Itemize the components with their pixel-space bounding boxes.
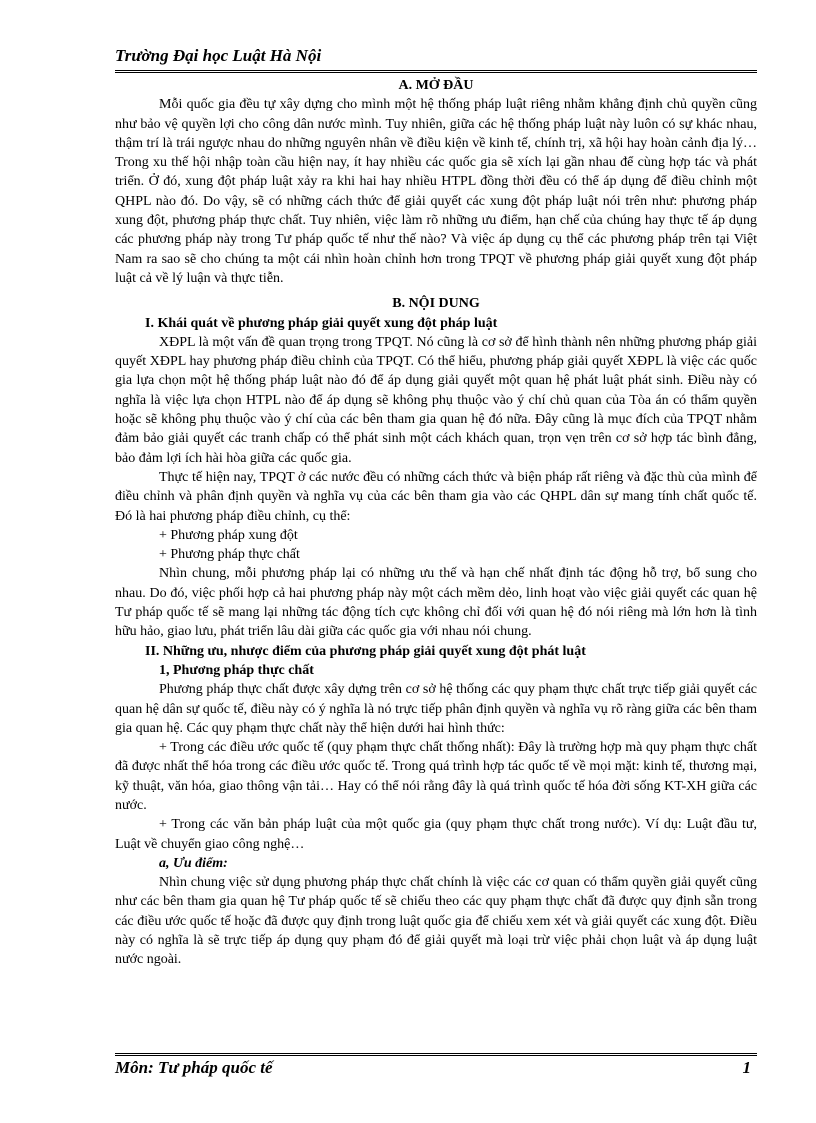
section-b-ii-1-paragraph-1: Phương pháp thực chất được xây dựng trên cơ sở hệ thống các quy phạm thực chất trực tiếp giải quyết các quan hệ dân sự quốc tế, điều này có ý nghĩa là nó trực tiếp phân định quyền và nghĩa vụ rõ ràng giữa các bên tham gia quan hệ. Các quy phạm thực chất này thể hiện dưới hai hình thức: bbox=[115, 682, 757, 736]
section-b-i-paragraph-3: Nhìn chung, mỗi phương pháp lại có những ưu thế và hạn chế nhất định tác động hỗ trợ, bổ sung cho nhau. Do đó, việc phối hợp cả hai phương pháp này một cách mềm dẻo, linh hoạt vào việc giải quyết các quan hệ Tư pháp quốc tế sẽ mang lại những tác động tích cực không chỉ đối với quan hệ đó nói riêng mà lớn hơn là tình hữu hảo, giao lưu, phát triển lâu dài giữa các quốc gia với nhau nói chung. bbox=[115, 566, 757, 640]
section-b-i-paragraph-1: XĐPL là một vấn đề quan trọng trong TPQT. Nó cũng là cơ sở để hình thành nên những phương pháp giải quyết XĐPL hay phương pháp điều chỉnh của TPQT. Có thể hiểu, phương pháp giải quyết XĐPL là việc các quốc gia lựa chọn một hệ thống pháp luật nào đó để áp dụng giải quyết một quan hệ phát luật phát sinh. Điều này có nghĩa là việc lựa chọn HTPL nào để áp dụng sẽ không phụ thuộc vào ý chí chủ quan của Tòa án có thẩm quyền hoặc sẽ không phụ thuộc vào ý chí của các bên tham gia quan hệ đó nữa. Đây cũng là mục đích của TPQT nhằm đảm bảo giải quyết các tranh chấp có thể phát sinh một cách khách quan, trọn vẹn trên cơ sở hợp tác bình đẳng, bảo đảm lợi ích hài hòa giữa các quốc gia. bbox=[115, 334, 757, 466]
section-advantages-title: a, Ưu điểm: bbox=[159, 855, 228, 871]
page-number: 1 bbox=[742, 1058, 751, 1077]
page-header bbox=[115, 45, 757, 67]
section-b-ii-1-title: 1, Phương pháp thực chất bbox=[159, 662, 314, 678]
section-b-title: B. NỘI DUNG bbox=[392, 296, 480, 312]
document-body bbox=[115, 76, 757, 970]
section-a-title: A. MỞ ĐẦU bbox=[398, 78, 474, 93]
section-b-i-paragraph-2: Thực tế hiện nay, TPQT ở các nước đều có những cách thức và biện pháp rất riêng và đặc thù của mình để điều chỉnh và phân định quyền và nghĩa vụ của các bên tham gia vào các QHPL dân sự mang tính chất quốc tế. Đó là hai phương pháp điều chỉnh, cụ thể: bbox=[115, 469, 757, 524]
subject-name: Môn: Tư pháp quốc tế bbox=[115, 1058, 273, 1077]
bullet-substantive-method: + Phương pháp thực chất bbox=[159, 547, 300, 563]
section-b-ii-title: II. Những ưu, nhược điểm của phương pháp giải quyết xung đột phát luật bbox=[145, 643, 586, 659]
page-footer bbox=[115, 1057, 757, 1079]
section-advantages-paragraph: Nhìn chung việc sử dụng phương pháp thực chất chính là việc các cơ quan có thẩm quyền giải quyết cũng như các bên tham gia quan hệ Tư pháp quốc tế sẽ chiếu theo các quy phạm thực chất đã được quy định sẵn trong các điều ước quốc tế hoặc đã được quy định trong luật quốc gia để chiếu xem xét và giải quyết các xung đột. Điều này có nghĩa là sẽ trực tiếp áp dụng quy phạm đó để giải quyết mà loại trừ việc phải chọn luật và áp dụng luật nước ngoài. bbox=[115, 875, 757, 968]
school-name: Trường Đại học Luật Hà Nội bbox=[115, 46, 322, 65]
section-b-i-title: I. Khái quát về phương pháp giải quyết xung đột pháp luật bbox=[145, 315, 498, 331]
section-b-ii-1-paragraph-3: + Trong các văn bản pháp luật của một quốc gia (quy phạm thực chất trong nước). Ví dụ: Luật đầu tư, Luật về chuyển giao công nghệ… bbox=[115, 817, 757, 852]
bullet-conflict-method: + Phương pháp xung đột bbox=[159, 527, 298, 543]
section-a-paragraph: Mỗi quốc gia đều tự xây dựng cho mình một hệ thống pháp luật riêng nhằm khẳng định chủ quyền cũng như bảo vệ quyền lợi cho công dân nước mình. Tuy nhiên, giữa các hệ thống pháp luật này luôn có sự khác nhau, thậm trí là trái ngược nhau do những nguyên nhân về điều kiện về kinh tế, chính trị, xã hội hay hoàn cảnh địa lý… Trong xu thế hội nhập toàn cầu hiện nay, ít hay nhiều các quốc gia sẽ xích lại gần nhau để cùng hợp tác và phát triển. Ở đó, xung đột pháp luật xảy ra khi hai hay nhiều HTPL đồng thời đều có thể áp dụng để điều chỉnh một QHPL nào đó. Do vậy, sẽ có những cách thức để giải quyết các xung đột pháp luật nói trên như: phương pháp xung đột, phương pháp thực chất. Tuy nhiên, việc làm rõ những ưu điểm, hạn chế của chúng hay thực tế áp dụng các phương pháp này trong Tư pháp quốc tế như thế nào? Và việc áp dụng cụ thể các phương pháp trên tại Việt Nam ra sao sẽ cho chúng ta một cái nhìn hoàn chỉnh hơn trong TPQT về phương pháp giải quyết xung đột pháp luật cả về lý luận và thực tiễn. bbox=[115, 97, 757, 286]
section-b-ii-1-paragraph-2: + Trong các điều ước quốc tế (quy phạm thực chất thống nhất): Đây là trường hợp mà quy phạm thực chất đã được nhất thể hóa trong các điều ước quốc tế. Trong quá trình hợp tác quốc tế về mọi mặt: kinh tế, thương mại, kỹ thuật, văn hóa, giao thông vận tải… Hay có thể nói rằng đây là quá trình quốc tế hóa đời sống KT-XH giữa các nước. bbox=[115, 740, 757, 813]
